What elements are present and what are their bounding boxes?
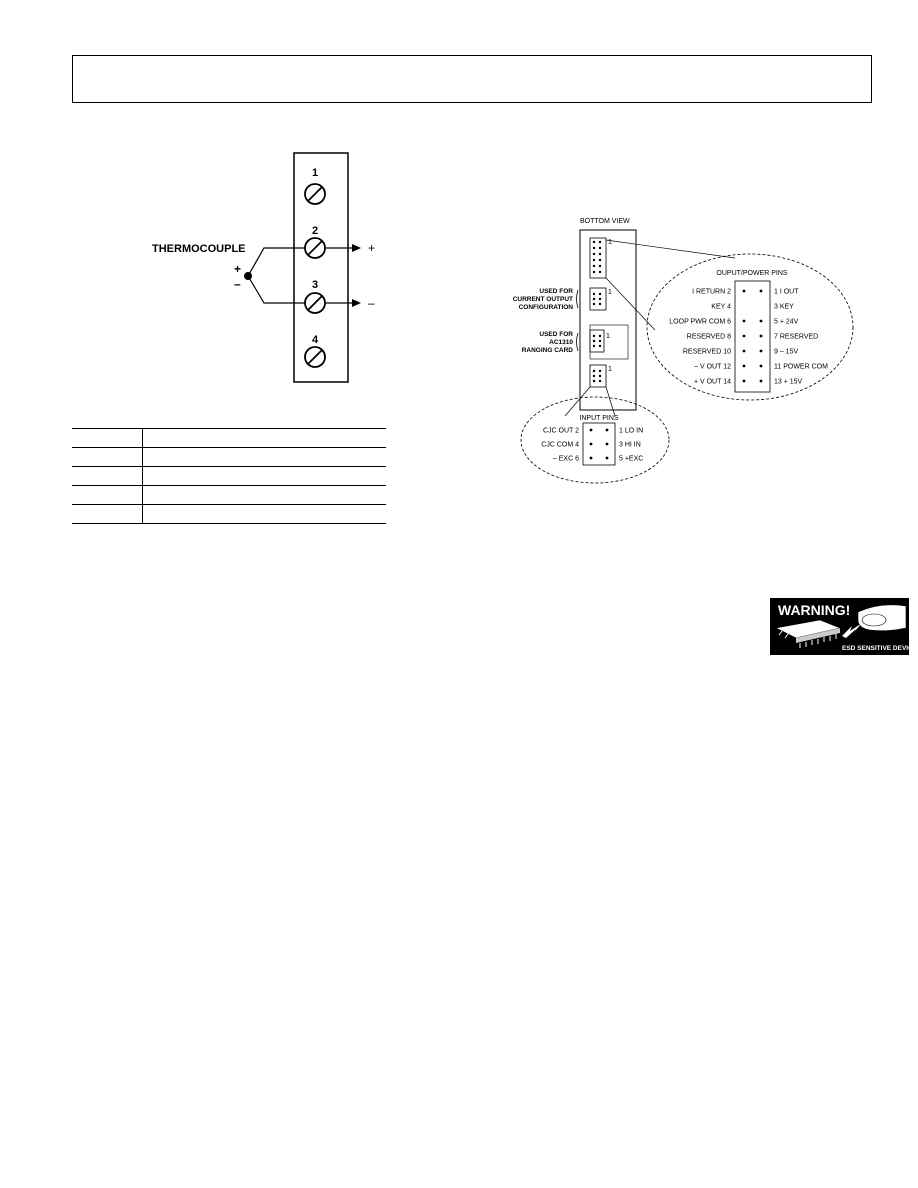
terminal-2 (305, 225, 325, 258)
terminal-4-label: 4 (311, 334, 319, 346)
warning-subtitle: ESD SENSITIVE DEVICE (842, 645, 918, 652)
output-pin-left-label: RESERVED 10 (682, 348, 731, 356)
output-pin-row (694, 379, 803, 386)
pin-dot (606, 443, 609, 446)
minus-lead (248, 276, 305, 303)
output-pin-left-label: LOOP PWR COM 6 (669, 318, 731, 326)
bottom-view-title: BOTTOM VIEW (580, 218, 630, 225)
output-minus: – (368, 296, 375, 310)
arrow-right-icon (352, 244, 361, 252)
output-pin-right-label: 7 RESERVED (774, 333, 819, 341)
input-header-pin-one: 1 (608, 366, 612, 373)
pin-dot (590, 457, 593, 460)
output-header-pin-one: 1 (608, 239, 612, 246)
pin-table (72, 428, 386, 524)
table-row (72, 486, 386, 505)
function-cell (143, 486, 387, 505)
pin-dot (760, 290, 763, 293)
output-plus: + (368, 241, 376, 255)
ranging-card-pin-one: 1 (606, 333, 610, 340)
output-pin-right-label: 5 + 24V (774, 318, 799, 326)
output-pin-left-label: – V OUT 12 (694, 363, 731, 371)
output-pin-left-label: I RETURN 2 (692, 288, 731, 296)
input-header (590, 365, 612, 387)
table-row (72, 467, 386, 486)
esd-warning-badge (770, 598, 918, 655)
table-row (72, 448, 386, 467)
pin-dot (743, 335, 746, 338)
function-cell (143, 505, 387, 524)
terminal-2-label: 2 (311, 225, 319, 237)
output-pin-row (692, 289, 799, 296)
pin-dot (606, 429, 609, 432)
output-pin-left-label: KEY 4 (711, 303, 731, 311)
pin-dot (760, 380, 763, 383)
pin-dot (590, 443, 593, 446)
module-outline (580, 230, 636, 410)
ranging-card-label-1: USED FOR (539, 331, 573, 338)
pin-cell (72, 467, 143, 486)
output-pin-right-label: 1 I OUT (774, 288, 799, 296)
output-pin-left-label: + V OUT 14 (693, 378, 731, 386)
terminal-3-label: 3 (311, 279, 319, 291)
output-pin-row (687, 334, 818, 341)
warning-title: WARNING! (778, 602, 851, 618)
function-cell (143, 448, 387, 467)
polarity-minus: – (234, 277, 241, 291)
output-pin-right-label: 9 – 15V (774, 348, 799, 356)
current-output-label-2: CURRENT OUTPUT (512, 296, 573, 303)
function-cell (143, 467, 387, 486)
bottom-view-diagram (495, 210, 865, 490)
pin-dot (760, 365, 763, 368)
pin-dot (760, 350, 763, 353)
terminal-1 (305, 167, 325, 204)
ranging-card-label-3: RANGING CARD (521, 347, 573, 354)
input-pins-header (583, 423, 615, 465)
terminal-1-label: 1 (311, 167, 319, 179)
current-output-label-3: CONFIGURATION (518, 304, 573, 311)
ranging-card-header (590, 325, 628, 359)
output-pin-left-label: RESERVED 8 (686, 333, 731, 341)
pin-cell (72, 429, 143, 448)
pin-dot (743, 365, 746, 368)
table-row (72, 505, 386, 524)
input-pin-right-label: 5 +EXC (619, 455, 644, 463)
thermocouple-diagram (140, 150, 390, 390)
thermocouple-label: THERMOCOUPLE (152, 243, 246, 255)
current-output-header (590, 288, 612, 310)
header-box (72, 55, 872, 103)
output-pin-right-label: 3 KEY (774, 303, 794, 311)
input-pins-title: INPUT PINS (579, 415, 619, 422)
current-output-label-1: USED FOR (539, 288, 573, 295)
input-pin-row (541, 442, 641, 449)
terminal-4 (305, 334, 325, 367)
output-pin-row (711, 304, 794, 311)
plus-lead (248, 248, 305, 276)
terminal-3 (305, 279, 325, 313)
pin-dot (760, 320, 763, 323)
pin-dot (760, 335, 763, 338)
pin-dot (606, 457, 609, 460)
pin-cell (72, 486, 143, 505)
input-pin-row (543, 428, 643, 435)
output-pin-right-label: 11 POWER COM (774, 363, 828, 371)
pin-dot (743, 320, 746, 323)
output-header (590, 238, 612, 278)
ranging-card-label-2: AC1310 (549, 339, 573, 346)
input-pin-left-label: CJC OUT 2 (542, 427, 579, 435)
current-output-pin-one: 1 (608, 289, 612, 296)
pin-dot (590, 429, 593, 432)
output-power-title: OUPUT/POWER PINS (716, 270, 788, 277)
output-pin-row (694, 364, 828, 371)
pin-cell (72, 448, 143, 467)
input-pin-right-label: 1 LO IN (619, 427, 644, 435)
function-cell (143, 429, 387, 448)
pin-dot (743, 350, 746, 353)
pin-cell (72, 505, 143, 524)
table-row (72, 429, 386, 448)
pin-dot (743, 290, 746, 293)
arrow-right-icon (352, 299, 361, 307)
esd-warning-graphic (770, 598, 918, 655)
output-power-header (735, 281, 770, 392)
output-pin-row (669, 319, 798, 326)
output-pin-right-label: 13 + 15V (774, 378, 803, 386)
output-pin-row (683, 349, 799, 356)
input-pin-left-label: CJC COM 4 (541, 441, 579, 449)
input-pin-right-label: 3 HI IN (619, 441, 641, 449)
pin-dot (743, 380, 746, 383)
polarity-plus: + (234, 262, 242, 276)
input-pin-row (553, 456, 643, 463)
input-pin-left-label: – EXC 6 (552, 455, 579, 463)
